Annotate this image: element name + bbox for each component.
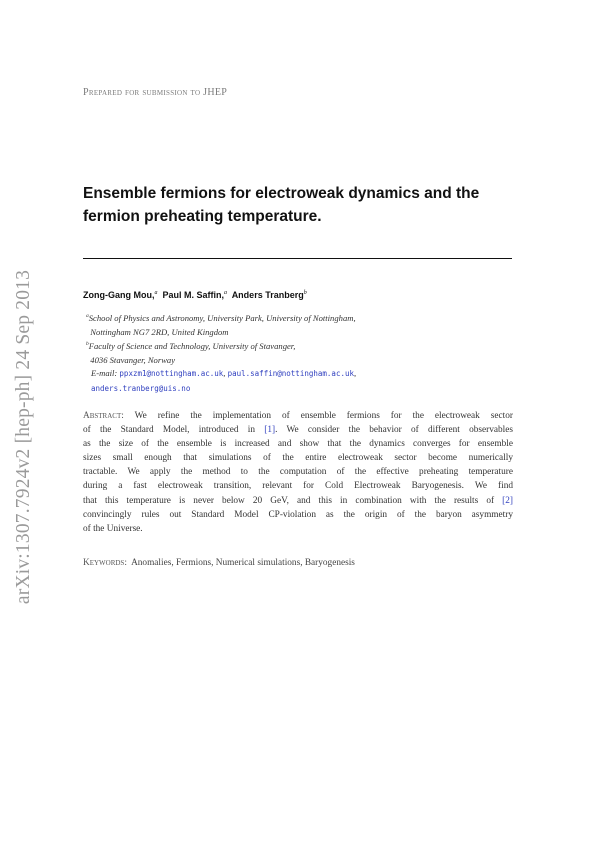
affiliation-line: Faculty of Science and Technology, University of Stavanger, bbox=[88, 340, 296, 351]
author-aff-mark: b bbox=[303, 290, 307, 296]
arxiv-stamp bbox=[2, 262, 46, 612]
abstract-line: during a fast electroweak transition, relevant for Cold Electroweak Baryogenesis. We find bbox=[83, 481, 513, 492]
keywords-label: Keywords: bbox=[83, 558, 127, 568]
abstract-line bbox=[83, 423, 513, 437]
affiliation-line: School of Physics and Astronomy, University Park, University of Nottingham, bbox=[88, 312, 356, 323]
title-rule bbox=[83, 258, 512, 259]
affiliation-line: Nottingham NG7 2RD, United Kingdom bbox=[90, 326, 229, 337]
abstract-line: tractable. We apply the method to the computation of the effective preheating temperature bbox=[83, 467, 513, 478]
author-aff-mark: a bbox=[224, 290, 228, 296]
abstract-label: Abstract: bbox=[83, 411, 124, 421]
affiliation-a bbox=[86, 309, 356, 339]
affiliation-b bbox=[86, 337, 295, 367]
abstract-text: . We consider the behavior of different observables bbox=[275, 425, 513, 436]
arxiv-id: arXiv:1307.7924v2 [hep-ph] 24 Sep 2013 bbox=[13, 269, 34, 605]
abstract-text: We refine the implementation of ensemble fermions for the electroweak sector bbox=[134, 411, 513, 421]
abstract-line: sizes small enough that simulations of the entire electroweak sector become numerically bbox=[83, 453, 513, 464]
citation-link[interactable]: [1] bbox=[264, 425, 276, 436]
author-list bbox=[83, 290, 307, 300]
abstract-line: of the Universe. bbox=[83, 523, 143, 534]
citation-link[interactable]: [2] bbox=[502, 495, 513, 506]
journal-note: Prepared for submission to JHEP bbox=[83, 87, 228, 98]
abstract-text: of the Standard Model, introduced in bbox=[83, 425, 265, 436]
email-link[interactable]: anders.tranberg@uis.no bbox=[91, 384, 191, 393]
keywords bbox=[83, 558, 355, 568]
author-name: Paul M. Saffin, bbox=[162, 290, 225, 300]
abstract-line bbox=[83, 494, 513, 508]
abstract-line: convincingly rules out Standard Model CP-violation as the origin of the baryon asymmetry bbox=[83, 509, 513, 520]
keywords-text: Anomalies, Fermions, Numerical simulations, Baryogenesis bbox=[131, 558, 355, 568]
author-name: Anders Tranberg bbox=[231, 290, 304, 300]
author-name: Zong-Gang Mou, bbox=[83, 290, 155, 300]
affiliation-line: 4036 Stavanger, Norway bbox=[90, 354, 176, 365]
affiliation-mark: a bbox=[86, 313, 89, 319]
affiliation-mark: b bbox=[86, 341, 89, 347]
email-label: E-mail: bbox=[91, 368, 118, 378]
title-line-2: fermion preheating temperature. bbox=[83, 208, 322, 225]
abstract-line: as the size of the ensemble is increased and show that the dynamics converges for ensemble bbox=[83, 439, 513, 450]
abstract bbox=[83, 409, 513, 536]
abstract-line bbox=[83, 409, 513, 423]
author-aff-mark: a bbox=[154, 290, 158, 296]
abstract-text: that this temperature is never below 20 GeV, and this in combination with the results of bbox=[83, 495, 503, 506]
email-block: E-mail: ppxzm1@nottingham.ac.uk, paul.saffin@nottingham.ac.uk, anders.tranberg@uis.no bbox=[91, 368, 357, 393]
email-link[interactable]: paul.saffin@nottingham.ac.uk bbox=[227, 369, 355, 378]
paper-title bbox=[83, 182, 523, 228]
email-link[interactable]: ppxzm1@nottingham.ac.uk bbox=[119, 369, 224, 378]
title-line-1: Ensemble fermions for electroweak dynamics and the bbox=[83, 185, 480, 202]
